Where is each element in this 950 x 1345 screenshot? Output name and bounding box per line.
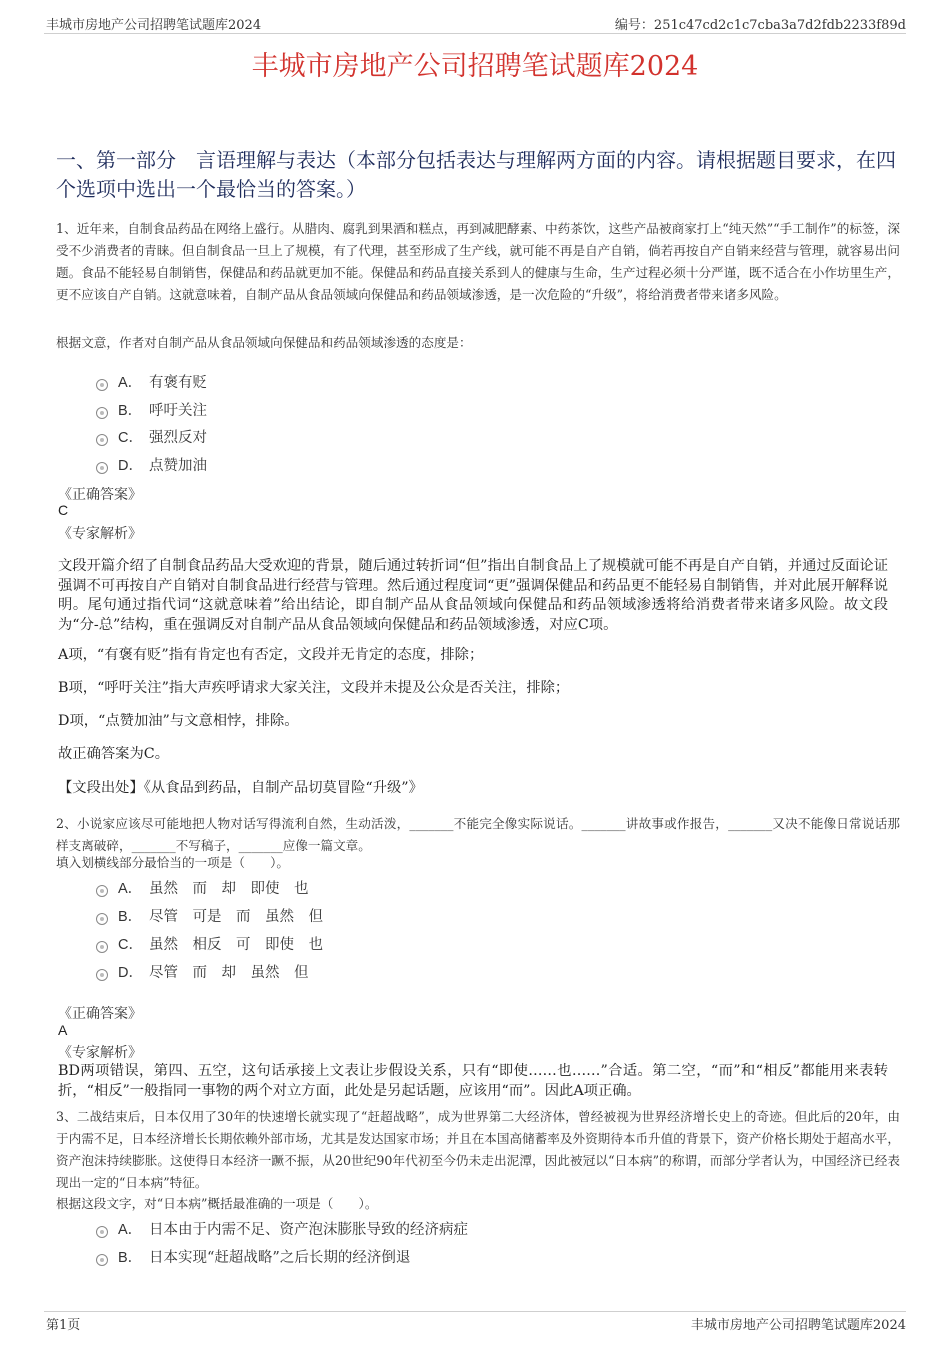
option-letter: C． — [118, 937, 143, 953]
radio-icon[interactable] — [96, 462, 108, 474]
radio-icon[interactable] — [96, 379, 108, 391]
footer-divider — [44, 1311, 906, 1312]
page-header-left: 丰城市房地产公司招聘笔试题库2024 — [46, 18, 262, 33]
option-letter: D． — [118, 965, 143, 981]
radio-icon[interactable] — [96, 885, 108, 897]
option-letter: B． — [118, 1250, 143, 1266]
q1-option-b[interactable] — [96, 399, 207, 420]
q3-passage: 3、二战结束后，日本仅用了30年的快速增长就实现了“赶超战略”，成为世界第二大经济体，曾经被视为世界经济增长史上的奇迹。但此后的20年，由于内需不足，日本经济增长长期依赖外部市场，尤其是发达国家市场；并且在本国高储蓄率及外资期待本币升值的背景下，资产价格长期处于超高水平，资产泡沫持续膨胀。这使得日本经济一蹶不振，从20世纪90年代初至今仍未走出泥潭，因此被冠以“日本病”的称谓，而部分学者认为，中国经济已经表现出一定的“日本病”特征。 — [56, 1109, 900, 1190]
radio-icon[interactable] — [96, 913, 108, 925]
q1-analysis-conclusion: 故正确答案为C。 — [58, 746, 170, 762]
q1-correct-answer-label: 《正确答案》 — [58, 487, 142, 503]
option-text: 点赞加油 — [149, 458, 207, 474]
q1-correct-answer: C — [58, 502, 69, 518]
option-text: 日本实现“赶超战略”之后长期的经济倒退 — [149, 1250, 411, 1266]
q1-option-c[interactable] — [96, 426, 207, 447]
radio-icon[interactable] — [96, 941, 108, 953]
q2-option-c[interactable] — [96, 933, 323, 954]
q1-passage: 1、近年来，自制食品药品在网络上盛行。从腊肉、腐乳到果酒和糕点，再到减肥酵素、中药茶饮，这些产品被商家打上“纯天然”“手工制作”的标签，深受不少消费者的青睐。但自制食品一旦上了规模，有了代理，甚至形成了生产线，就可能不再是自产自销，倘若再按自产自销来经营与管理，就容易出问题。食品不能轻易自制销售，保健品和药品就更加不能。保健品和药品直接关系到人的健康与生命，生产过程必须十分严谨，既不适合在小作坊里生产，更不应该自产自销。这就意味着，自制产品从食品领域向保健品和药品领域渗透，是一次危险的“升级”，将给消费者带来诸多风险。 — [56, 221, 900, 302]
q1-analysis-b: B项，“呼吁关注”指大声疾呼请求大家关注，文段并未提及公众是否关注，排除； — [58, 680, 570, 696]
option-text: 日本由于内需不足、资产泡沫膨胀导致的经济病症 — [149, 1222, 468, 1238]
option-letter: A． — [118, 881, 143, 897]
page-number: 第1页 — [46, 1318, 81, 1333]
q1-option-d[interactable] — [96, 454, 207, 475]
option-letter: B． — [118, 403, 143, 419]
q1-option-a[interactable] — [96, 371, 207, 392]
header-divider — [44, 33, 906, 34]
option-text: 有褒有贬 — [149, 375, 207, 391]
q2-option-a[interactable] — [96, 877, 309, 898]
q2-passage: 2、小说家应该尽可能地把人物对话写得流利自然，生动活泼，_______不能完全像实际说话。_______讲故事或作报告，_______又决不能像日常说话那样支离破碎，_______不写稿子，_______应像一篇文章。 — [56, 816, 900, 853]
document-title: 丰城市房地产公司招聘笔试题库2024 — [251, 51, 699, 82]
q1-stem: 根据文意，作者对自制产品从食品领域向保健品和药品领域渗透的态度是： — [56, 335, 472, 350]
page-header-id: 编号：251c47cd2c1c7cba3a7d2fdb2233f89d — [614, 18, 906, 33]
q2-expert-analysis-label: 《专家解析》 — [58, 1045, 142, 1061]
option-letter: C． — [118, 430, 143, 446]
q1-passage-source: 【文段出处】《从食品到药品，自制产品切莫冒险“升级”》 — [58, 780, 423, 796]
q1-analysis-d: D项，“点赞加油”与文意相悖，排除。 — [58, 713, 299, 729]
q1-analysis-main: 文段开篇介绍了自制食品药品大受欢迎的背景，随后通过转折词“但”指出自制食品上了规模就可能不再是自产自销，并通过反面论证强调不可再按自产自销对自制食品进行经营与管理。然后通过程度词“更”强调保健品和药品更不能轻易自制销售，并对此展开解释说明。尾句通过指代词“这就意味着”给出结论，即自制产品从食品领域向保健品和药品领域渗透将给消费者带来诸多风险。故文段为“分-总”结构，重在强调反对自制产品从食品领域向保健品和药品领域渗透，对应C项。 — [58, 558, 888, 633]
q3-stem: 根据这段文字，对“日本病”概括最准确的一项是（ ）。 — [56, 1196, 378, 1211]
radio-icon[interactable] — [96, 969, 108, 981]
q2-analysis: BD两项错误，第四、五空，这句话承接上文表让步假设关系，只有“即使……也……”合适。第二空，“而”和“相反”都能用来表转折，“相反”一般指同一事物的两个对立方面，此处是另起话题，应该用“而”。因此A项正确。 — [58, 1063, 888, 1099]
option-text: 尽管 可是 而 虽然 但 — [149, 909, 323, 925]
q1-expert-analysis-label: 《专家解析》 — [58, 526, 142, 542]
option-letter: A． — [118, 375, 143, 391]
option-letter: D． — [118, 458, 143, 474]
q3-option-b[interactable] — [96, 1246, 410, 1267]
option-letter: A． — [118, 1222, 143, 1238]
option-text: 尽管 而 却 虽然 但 — [149, 965, 309, 981]
q1-analysis-a: A项，“有褒有贬”指有肯定也有否定，文段并无肯定的态度，排除； — [58, 647, 484, 663]
radio-icon[interactable] — [96, 1254, 108, 1266]
section-heading: 一、第一部分 言语理解与表达（本部分包括表达与理解两方面的内容。请根据题目要求，在四个选项中选出一个最恰当的答案。） — [56, 148, 896, 201]
radio-icon[interactable] — [96, 1226, 108, 1238]
option-text: 虽然 相反 可 即使 也 — [149, 937, 323, 953]
radio-icon[interactable] — [96, 407, 108, 419]
q2-correct-answer-label: 《正确答案》 — [58, 1006, 142, 1022]
q2-stem: 填入划横线部分最恰当的一项是（ ）。 — [56, 855, 289, 870]
option-text: 强烈反对 — [149, 430, 207, 446]
radio-icon[interactable] — [96, 434, 108, 446]
option-letter: B． — [118, 909, 143, 925]
q2-correct-answer: A — [58, 1022, 68, 1038]
option-text: 虽然 而 却 即使 也 — [149, 881, 309, 897]
q2-option-b[interactable] — [96, 905, 323, 926]
q2-option-d[interactable] — [96, 961, 309, 982]
option-text: 呼吁关注 — [149, 403, 207, 419]
q3-option-a[interactable] — [96, 1218, 468, 1239]
footer-title: 丰城市房地产公司招聘笔试题库2024 — [690, 1318, 906, 1333]
